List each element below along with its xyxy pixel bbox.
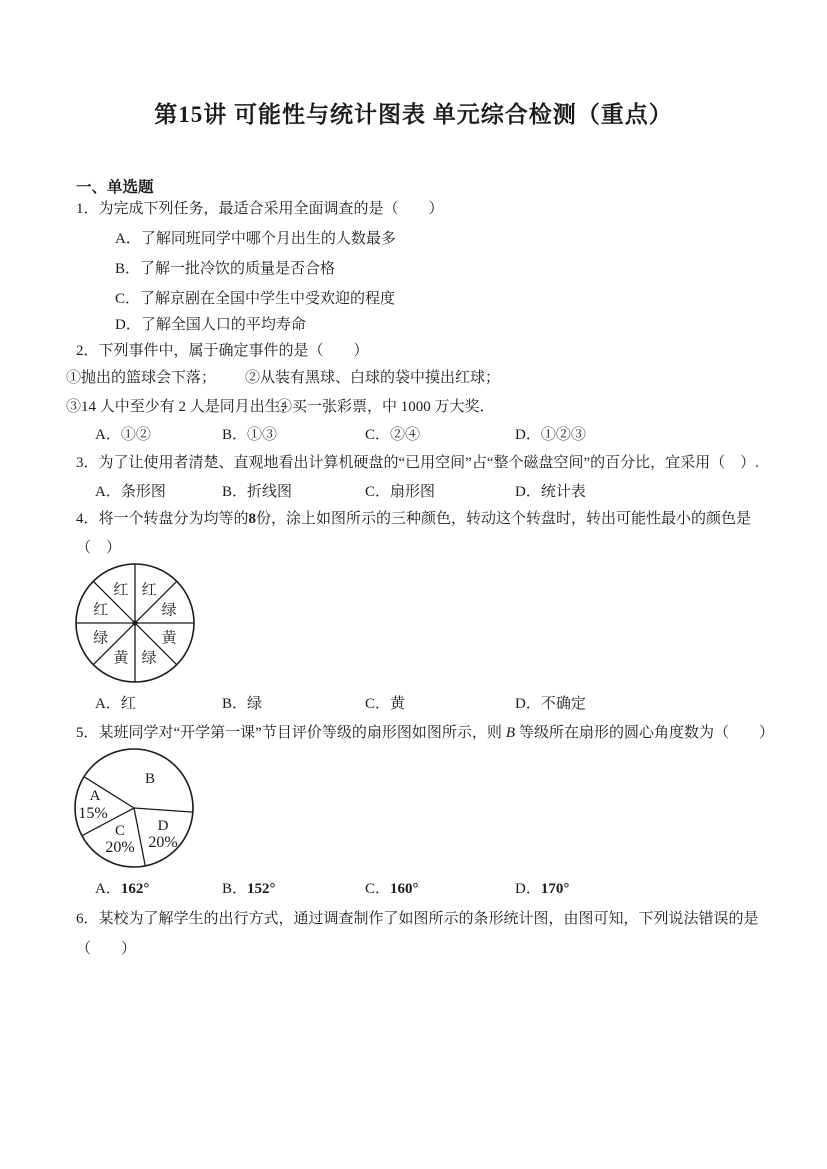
- q3-option-d: D．统计表: [515, 484, 586, 500]
- q2-stem: 2．下列事件中，属于确定事件的是（ ）: [76, 343, 369, 359]
- svg-text:红: 红: [141, 582, 157, 599]
- q3-option-c: C．扇形图: [365, 484, 436, 500]
- q1-option-b: B．了解一批冷饮的质量是否合格: [115, 261, 336, 277]
- svg-text:红: 红: [93, 602, 109, 619]
- svg-text:绿: 绿: [93, 630, 109, 647]
- svg-text:绿: 绿: [161, 602, 177, 619]
- q5-option-b-letter: B．: [222, 881, 248, 897]
- q3-options-row: [95, 480, 735, 501]
- page-title: 第15讲 可能性与统计图表 单元综合检测（重点）: [154, 102, 673, 127]
- svg-text:C: C: [114, 823, 126, 839]
- q5-option-a: [95, 877, 222, 898]
- q4-option-b: B．绿: [222, 696, 263, 712]
- q2-option-d: D．①②③: [515, 427, 586, 443]
- q5-option-a-letter: A．: [95, 881, 121, 897]
- q5-option-c: [365, 877, 515, 898]
- q5-stem-grade-letter: B: [505, 725, 515, 741]
- q5-stem-prefix: 5．某班同学对“开学第一课”节目评价等级的扇形图如图所示，则: [76, 725, 502, 741]
- section-heading: 一、单选题: [76, 179, 154, 196]
- q3-option-b: B．折线图: [222, 484, 293, 500]
- spinner-chart: [72, 560, 200, 688]
- q4-options-row: [95, 692, 735, 713]
- q5-option-d-letter: D．: [515, 881, 541, 897]
- q5-option-c-letter: C．: [365, 881, 391, 897]
- q4-option-d: D．不确定: [515, 696, 586, 712]
- q4-answer-paren: （ ）: [76, 540, 122, 556]
- q5-stem: [76, 721, 774, 742]
- q2-option-a: A．①②: [95, 427, 151, 443]
- q2-option-c: C．②④: [365, 427, 421, 443]
- q4-stem: [76, 507, 751, 528]
- q2-events-line1: [66, 366, 500, 387]
- svg-text:20%: 20%: [148, 834, 178, 851]
- q4-stem-prefix: 4．将一个转盘分为均等的: [76, 511, 249, 527]
- q2-option-b: B．①③: [222, 427, 278, 443]
- q4-option-a: A．红: [95, 696, 136, 712]
- q6-stem: 6．某校为了解学生的出行方式，通过调查制作了如图所示的条形统计图，由图可知，下列说法错误的是: [76, 911, 759, 927]
- svg-text:红: 红: [113, 582, 129, 599]
- q4-stem-suffix: 份，涂上如图所示的三种颜色，转动这个转盘时，转出可能性最小的颜色是: [256, 511, 752, 527]
- q5-option-d: [515, 877, 735, 898]
- q1-option-c: C．了解京剧在全国中学生中受欢迎的程度: [115, 291, 396, 307]
- q4-option-c: C．黄: [365, 696, 406, 712]
- q5-option-a-value: 162°: [120, 881, 150, 897]
- q5-option-d-value: 170°: [540, 881, 570, 897]
- pie-chart: [72, 746, 198, 872]
- svg-text:D: D: [157, 818, 169, 834]
- q1-option-d: D．了解全国人口的平均寿命: [115, 317, 306, 333]
- q2-event-2: ②从装有黑球、白球的袋中摸出红球；: [245, 370, 501, 386]
- q2-events-line2: [66, 395, 495, 416]
- svg-text:绿: 绿: [141, 650, 157, 667]
- q2-event-1: ①抛出的篮球会下落；: [66, 370, 217, 386]
- q1-option-a: A．了解同班同学中哪个月出生的人数最多: [115, 231, 396, 247]
- q1-stem: 1．为完成下列任务，最适合采用全面调查的是（ ）: [76, 201, 444, 217]
- svg-text:黄: 黄: [161, 630, 177, 647]
- q2-event-3: ③14 人中至少有 2 人是同月出生；: [66, 399, 295, 415]
- svg-text:黄: 黄: [113, 650, 129, 667]
- q3-stem: 3．为了让使用者清楚、直观地看出计算机硬盘的“已用空间”占“整个磁盘空间”的百分比，宜采用（ ）.: [76, 455, 759, 471]
- q5-options-row: [95, 877, 735, 898]
- q5-option-b-value: 152°: [247, 881, 276, 897]
- q2-options-row: [95, 423, 735, 444]
- svg-text:20%: 20%: [105, 839, 135, 856]
- q4-stem-bold-number: 8: [248, 511, 257, 527]
- svg-text:15%: 15%: [78, 805, 108, 822]
- q5-stem-suffix: 等级所在扇形的圆心角度数为（ ）: [519, 725, 775, 741]
- q5-option-c-value: 160°: [390, 881, 419, 897]
- svg-text:B: B: [144, 771, 156, 787]
- q5-option-b: [222, 877, 365, 898]
- q2-event-4: ④买一张彩票，中 1000 万大奖．: [277, 399, 495, 415]
- svg-text:A: A: [89, 788, 101, 804]
- q3-option-a: A．条形图: [95, 484, 166, 500]
- q6-answer-paren: （ ）: [76, 941, 137, 957]
